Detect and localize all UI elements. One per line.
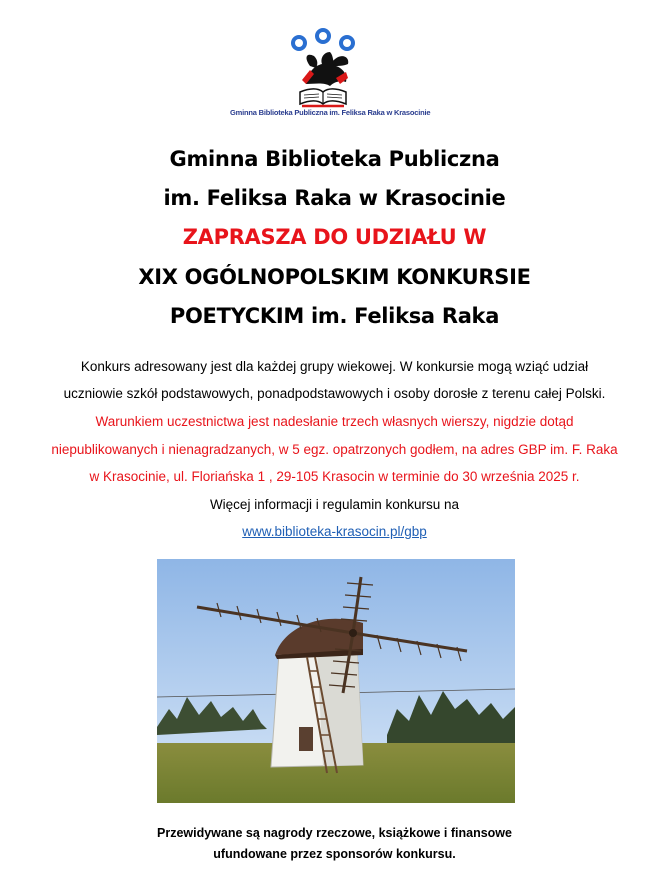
more-info-text: Więcej informacji i regulamin konkursu na	[209, 497, 460, 512]
link-row	[0, 524, 669, 539]
heading-library-patron: im. Feliksa Raka w Krasocinie	[163, 186, 506, 210]
prizes-line-2: ufundowane przez sponsorów konkursu.	[213, 847, 456, 861]
intro-line-1: Konkurs adresowany jest dla każdej grupy wiekowej. W konkursie mogą wziąć udział	[80, 359, 589, 374]
heading-invitation: ZAPRASZA DO UDZIAŁU W	[182, 225, 487, 249]
logo-caption: Gminna Biblioteka Publiczna im. Feliksa Raka w Krasocinie	[230, 108, 431, 117]
heading-library-name: Gminna Biblioteka Publiczna	[169, 147, 500, 171]
website-link[interactable]: www.biblioteka-krasocin.pl/gbp	[242, 524, 427, 539]
conditions-line-3: w Krasocinie, ul. Floriańska 1 , 29-105 Krasocin w terminie do 30 września 2025 r.	[89, 469, 580, 484]
heading-contest-name-2: POETYCKIM im. Feliksa Raka	[169, 304, 500, 328]
library-pegasus-logo-icon	[248, 22, 398, 122]
windmill-photo	[157, 559, 515, 803]
prizes-line-1: Przewidywane są nagrody rzeczowe, książkowe i finansowe	[157, 826, 512, 840]
conditions-line-1: Warunkiem uczestnictwa jest nadesłanie trzech własnych wierszy, nigdzie dotąd	[95, 414, 574, 429]
heading-contest-name-1: XIX OGÓLNOPOLSKIM KONKURSIE	[138, 265, 531, 289]
conditions-line-2: niepublikowanych i nienagradzanych, w 5 egz. opatrzonych godłem, na adres GBP im. F. Raka	[51, 442, 618, 457]
intro-line-2: uczniowie szkół podstawowych, ponadpodstawowych i osoby dorosłe z terenu całej Polski.	[63, 386, 606, 401]
